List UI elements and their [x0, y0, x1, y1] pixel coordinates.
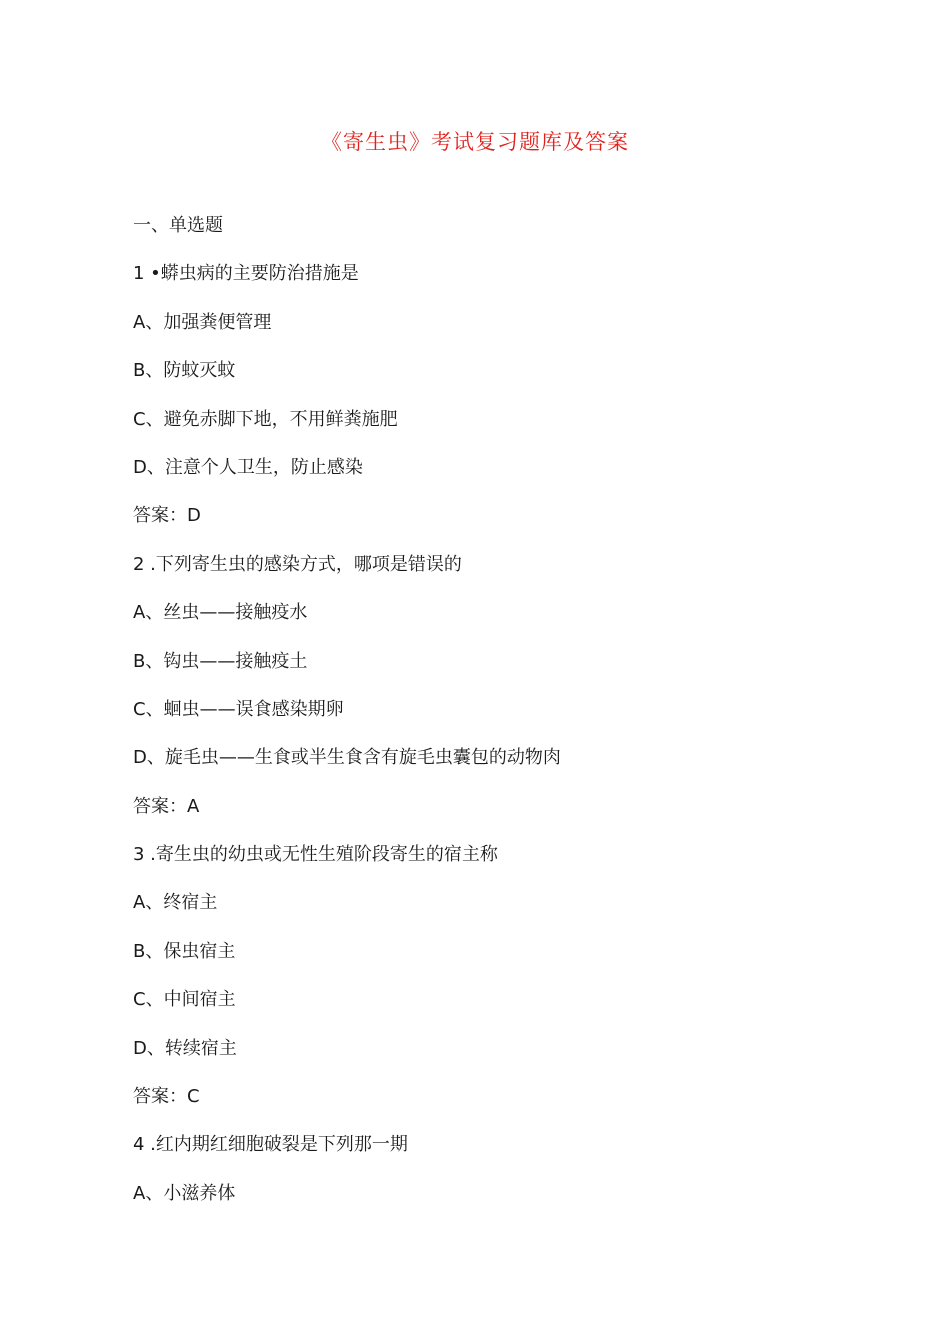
option-d: D、注意个人卫生，防止感染 — [133, 456, 363, 478]
option-c: C、避免赤脚下地，不用鲜粪施肥 — [133, 408, 398, 430]
option-a: A、终宿主 — [133, 892, 218, 914]
option-b: B、钩虫——接触疫土 — [133, 650, 308, 672]
option-b: B、防蚊灭蚊 — [133, 360, 236, 382]
option-c: C、中间宿主 — [133, 989, 236, 1011]
document-title: 《寄生虫》考试复习题库及答案 — [321, 130, 629, 154]
answer-line: 答案：C — [133, 1086, 200, 1108]
question-list — [133, 212, 873, 1228]
option-a: A、小滋养体 — [133, 1182, 236, 1204]
option-d: D、转续宿主 — [133, 1037, 237, 1059]
option-a: A、丝虫——接触疫水 — [133, 602, 308, 624]
option-b: B、保虫宿主 — [133, 940, 236, 962]
option-c: C、蛔虫——误食感染期卵 — [133, 698, 344, 720]
answer-line: 答案：D — [133, 505, 201, 527]
question-stem: 4 .红内期红细胞破裂是下列那一期 — [133, 1134, 408, 1156]
option-a: A、加强粪便管理 — [133, 311, 272, 333]
question-stem: 2 .下列寄生虫的感染方式，哪项是错误的 — [133, 553, 462, 575]
answer-line: 答案：A — [133, 795, 200, 817]
section-heading: 一、单选题 — [133, 215, 223, 236]
question-stem: 3 .寄生虫的幼虫或无性生殖阶段寄生的宿主称 — [133, 844, 498, 866]
option-d: D、旋毛虫——生食或半生食含有旋毛虫囊包的动物肉 — [133, 747, 561, 769]
question-stem: 1 •蟒虫病的主要防治措施是 — [133, 263, 359, 285]
